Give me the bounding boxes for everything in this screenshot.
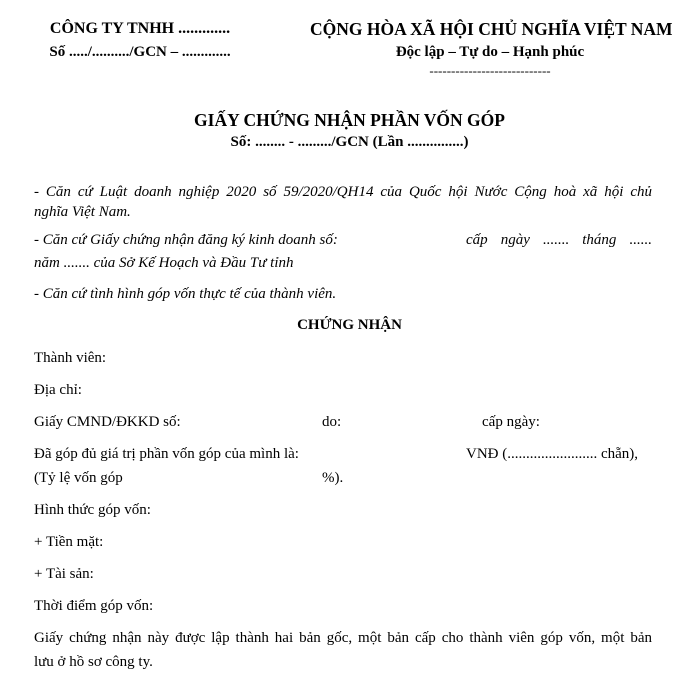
doc-number: Số ...../........../GCN – .............: [49, 44, 231, 60]
footer-line2: lưu ở hồ sơ công ty.: [34, 654, 153, 670]
contributed-amount-label: Đã góp đủ giá trị phần vốn góp của mình là:: [34, 446, 299, 462]
id-issue-date-label: cấp ngày:: [482, 414, 540, 430]
ratio-end: %).: [322, 470, 344, 486]
ground-law-line1: - Căn cứ Luật doanh nghiệp 2020 số 59/2020/QH14 của Quốc hội Nước Cộng hoà xã hội chủ: [34, 184, 652, 200]
contribution-form-label: Hình thức góp vốn:: [34, 502, 151, 518]
motto: Độc lập – Tự do – Hạnh phúc: [395, 44, 585, 60]
ratio-label: (Tỷ lệ vốn góp: [34, 470, 123, 486]
ground-issue-date: cấp ngày ....... tháng ......: [466, 232, 652, 248]
ground-business-registration: - Căn cứ Giấy chứng nhận đăng ký kinh doanh số:: [34, 232, 338, 248]
assets-label: + Tài sản:: [34, 566, 94, 582]
member-label: Thành viên:: [34, 350, 107, 366]
company-name: CÔNG TY TNHH .............: [49, 20, 231, 37]
id-issued-by-label: do:: [322, 414, 342, 430]
ground-law-line2: nghĩa Việt Nam.: [34, 204, 131, 220]
certificate-number: Số: ........ - ........./GCN (Lần ...............): [230, 134, 469, 150]
header-separator: ----------------------------: [429, 63, 551, 78]
nation-name: CỘNG HÒA XÃ HỘI CHỦ NGHĨA VIỆT NAM: [310, 19, 673, 39]
document-title: GIẤY CHỨNG NHẬN PHẦN VỐN GÓP: [194, 110, 505, 130]
ground-actual-contribution: - Căn cứ tình hình góp vốn thực tế của thành viên.: [34, 286, 337, 302]
cash-label: + Tiền mặt:: [34, 534, 104, 550]
contributed-currency: VNĐ (........................ chẵn),: [466, 446, 639, 462]
contribution-time-label: Thời điểm góp vốn:: [34, 598, 154, 614]
address-label: Địa chỉ:: [34, 382, 82, 398]
certify-heading: CHỨNG NHẬN: [297, 317, 402, 333]
footer-line1: Giấy chứng nhận này được lập thành hai bản gốc, một bản cấp cho thành viên góp vốn, một bản: [34, 630, 652, 646]
ground-business-registration-line2: năm ....... của Sở Kế Hoạch và Đầu Tư tỉnh: [34, 255, 294, 271]
id-number-label: Giấy CMND/ĐKKD số:: [34, 414, 181, 430]
